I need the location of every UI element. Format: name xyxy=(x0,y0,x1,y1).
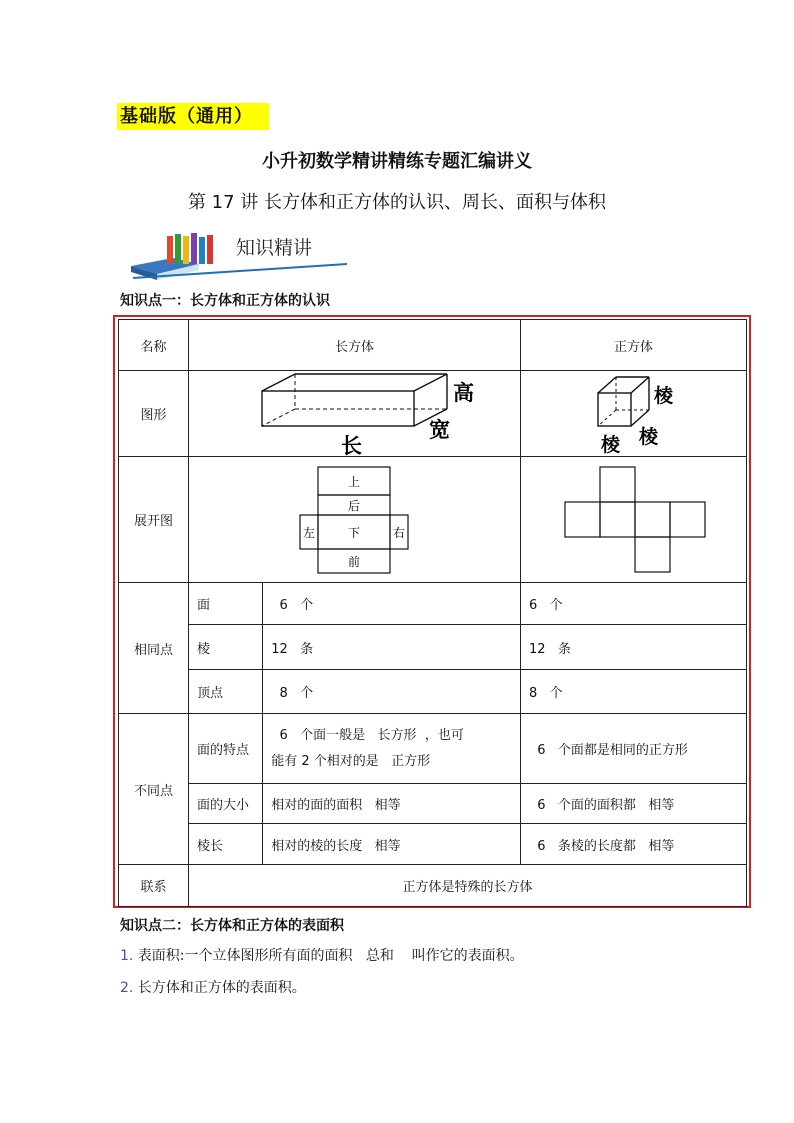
net-back-label: 后 xyxy=(347,499,361,513)
net-left-label: 左 xyxy=(302,526,316,540)
cube-edge-label-bottom: 棱 xyxy=(601,434,621,456)
net-row xyxy=(119,457,747,583)
cube-net-cell xyxy=(521,457,747,583)
same-edges-label: 棱 xyxy=(189,625,263,670)
diff-size-cuboid: 相对的面的面积 相等 xyxy=(263,784,521,824)
diff-faces-cuboid-line1: 6 个面一般是 长方形 ，也可 xyxy=(271,727,464,743)
diff-size-label: 面的大小 xyxy=(189,784,263,824)
list-item-text: 长方体和正方体的表面积。 xyxy=(133,980,306,996)
cuboid-drawing xyxy=(189,371,520,456)
same-row-vertices xyxy=(119,670,747,714)
same-vertices-cuboid: 8 个 xyxy=(263,670,521,714)
same-row-edges xyxy=(119,625,747,670)
diff-edge-cube: 6 条棱的长度都 相等 xyxy=(521,824,747,865)
books-icon xyxy=(129,230,351,282)
same-vertices-label: 顶点 xyxy=(189,670,263,714)
diff-faces-cube: 6 个面都是相同的正方形 xyxy=(521,714,747,784)
list-item-number: 1. xyxy=(120,948,134,964)
cube-figure-cell xyxy=(521,371,747,457)
cuboid-net-cell xyxy=(189,457,521,583)
kp2-heading: 知识点二：长方体和正方体的表面积 xyxy=(120,918,344,934)
diff-faces-cuboid xyxy=(263,714,521,784)
diff-size-cube: 6 个面的面积都 相等 xyxy=(521,784,747,824)
header-cube: 正方体 xyxy=(521,320,747,371)
same-vertices-cube: 8 个 xyxy=(521,670,747,714)
cuboid-height-label: 高 xyxy=(453,381,474,405)
diff-row-faces xyxy=(119,714,747,784)
diff-edge-cuboid: 相对的棱的长度 相等 xyxy=(263,824,521,865)
net-right-label: 右 xyxy=(392,526,406,540)
section-banner-label: 知识精讲 xyxy=(236,237,313,259)
section-banner xyxy=(129,230,351,282)
net-top-label: 上 xyxy=(347,475,361,489)
same-edges-cuboid: 12 条 xyxy=(263,625,521,670)
relation-label: 联系 xyxy=(119,865,189,907)
net-row-label: 展开图 xyxy=(119,457,189,583)
relation-row xyxy=(119,865,747,907)
cuboid-net xyxy=(189,457,520,582)
same-group-label: 相同点 xyxy=(119,583,189,714)
cube-net xyxy=(521,457,746,582)
diff-faces-label: 面的特点 xyxy=(189,714,263,784)
lesson-subtitle: 第 17 讲 长方体和正方体的认识、周长、面积与体积 xyxy=(187,192,607,213)
header-cuboid: 长方体 xyxy=(189,320,521,371)
same-row-faces xyxy=(119,583,747,625)
header-name: 名称 xyxy=(119,320,189,371)
table-header-row xyxy=(119,320,747,371)
diff-group-label: 不同点 xyxy=(119,714,189,865)
cube-drawing xyxy=(521,371,746,456)
cube-edge-label-bottom-right: 棱 xyxy=(639,426,659,448)
same-faces-label: 面 xyxy=(189,583,263,625)
net-bottom-label: 下 xyxy=(347,526,361,540)
list-item xyxy=(120,945,524,965)
diff-row-edge-length xyxy=(119,824,747,865)
edition-badge: 基础版（通用） xyxy=(117,103,269,130)
same-edges-cube: 12 条 xyxy=(521,625,747,670)
list-item-text: 表面积:一个立体图形所有面的面积 总和 叫作它的表面积。 xyxy=(133,948,524,964)
list-item-number: 2. xyxy=(120,980,134,996)
cuboid-length-label: 长 xyxy=(341,434,362,456)
net-front-label: 前 xyxy=(347,555,361,569)
comparison-table xyxy=(118,319,747,907)
same-faces-cuboid: 6 个 xyxy=(263,583,521,625)
same-faces-cube: 6 个 xyxy=(521,583,747,625)
figure-row-label: 图形 xyxy=(119,371,189,457)
diff-faces-cuboid-line2: 能有 2 个相对的是 正方形 xyxy=(271,753,431,769)
kp1-heading: 知识点一：长方体和正方体的认识 xyxy=(120,293,330,309)
diff-edge-label: 棱长 xyxy=(189,824,263,865)
relation-text: 正方体是特殊的长方体 xyxy=(189,865,747,907)
cube-edge-label-right: 棱 xyxy=(654,385,674,407)
cuboid-figure-cell xyxy=(189,371,521,457)
diff-row-size xyxy=(119,784,747,824)
document-title: 小升初数学精讲精练专题汇编讲义 xyxy=(262,151,532,172)
cuboid-width-label: 宽 xyxy=(429,418,450,442)
list-item xyxy=(120,977,306,997)
figure-row xyxy=(119,371,747,457)
